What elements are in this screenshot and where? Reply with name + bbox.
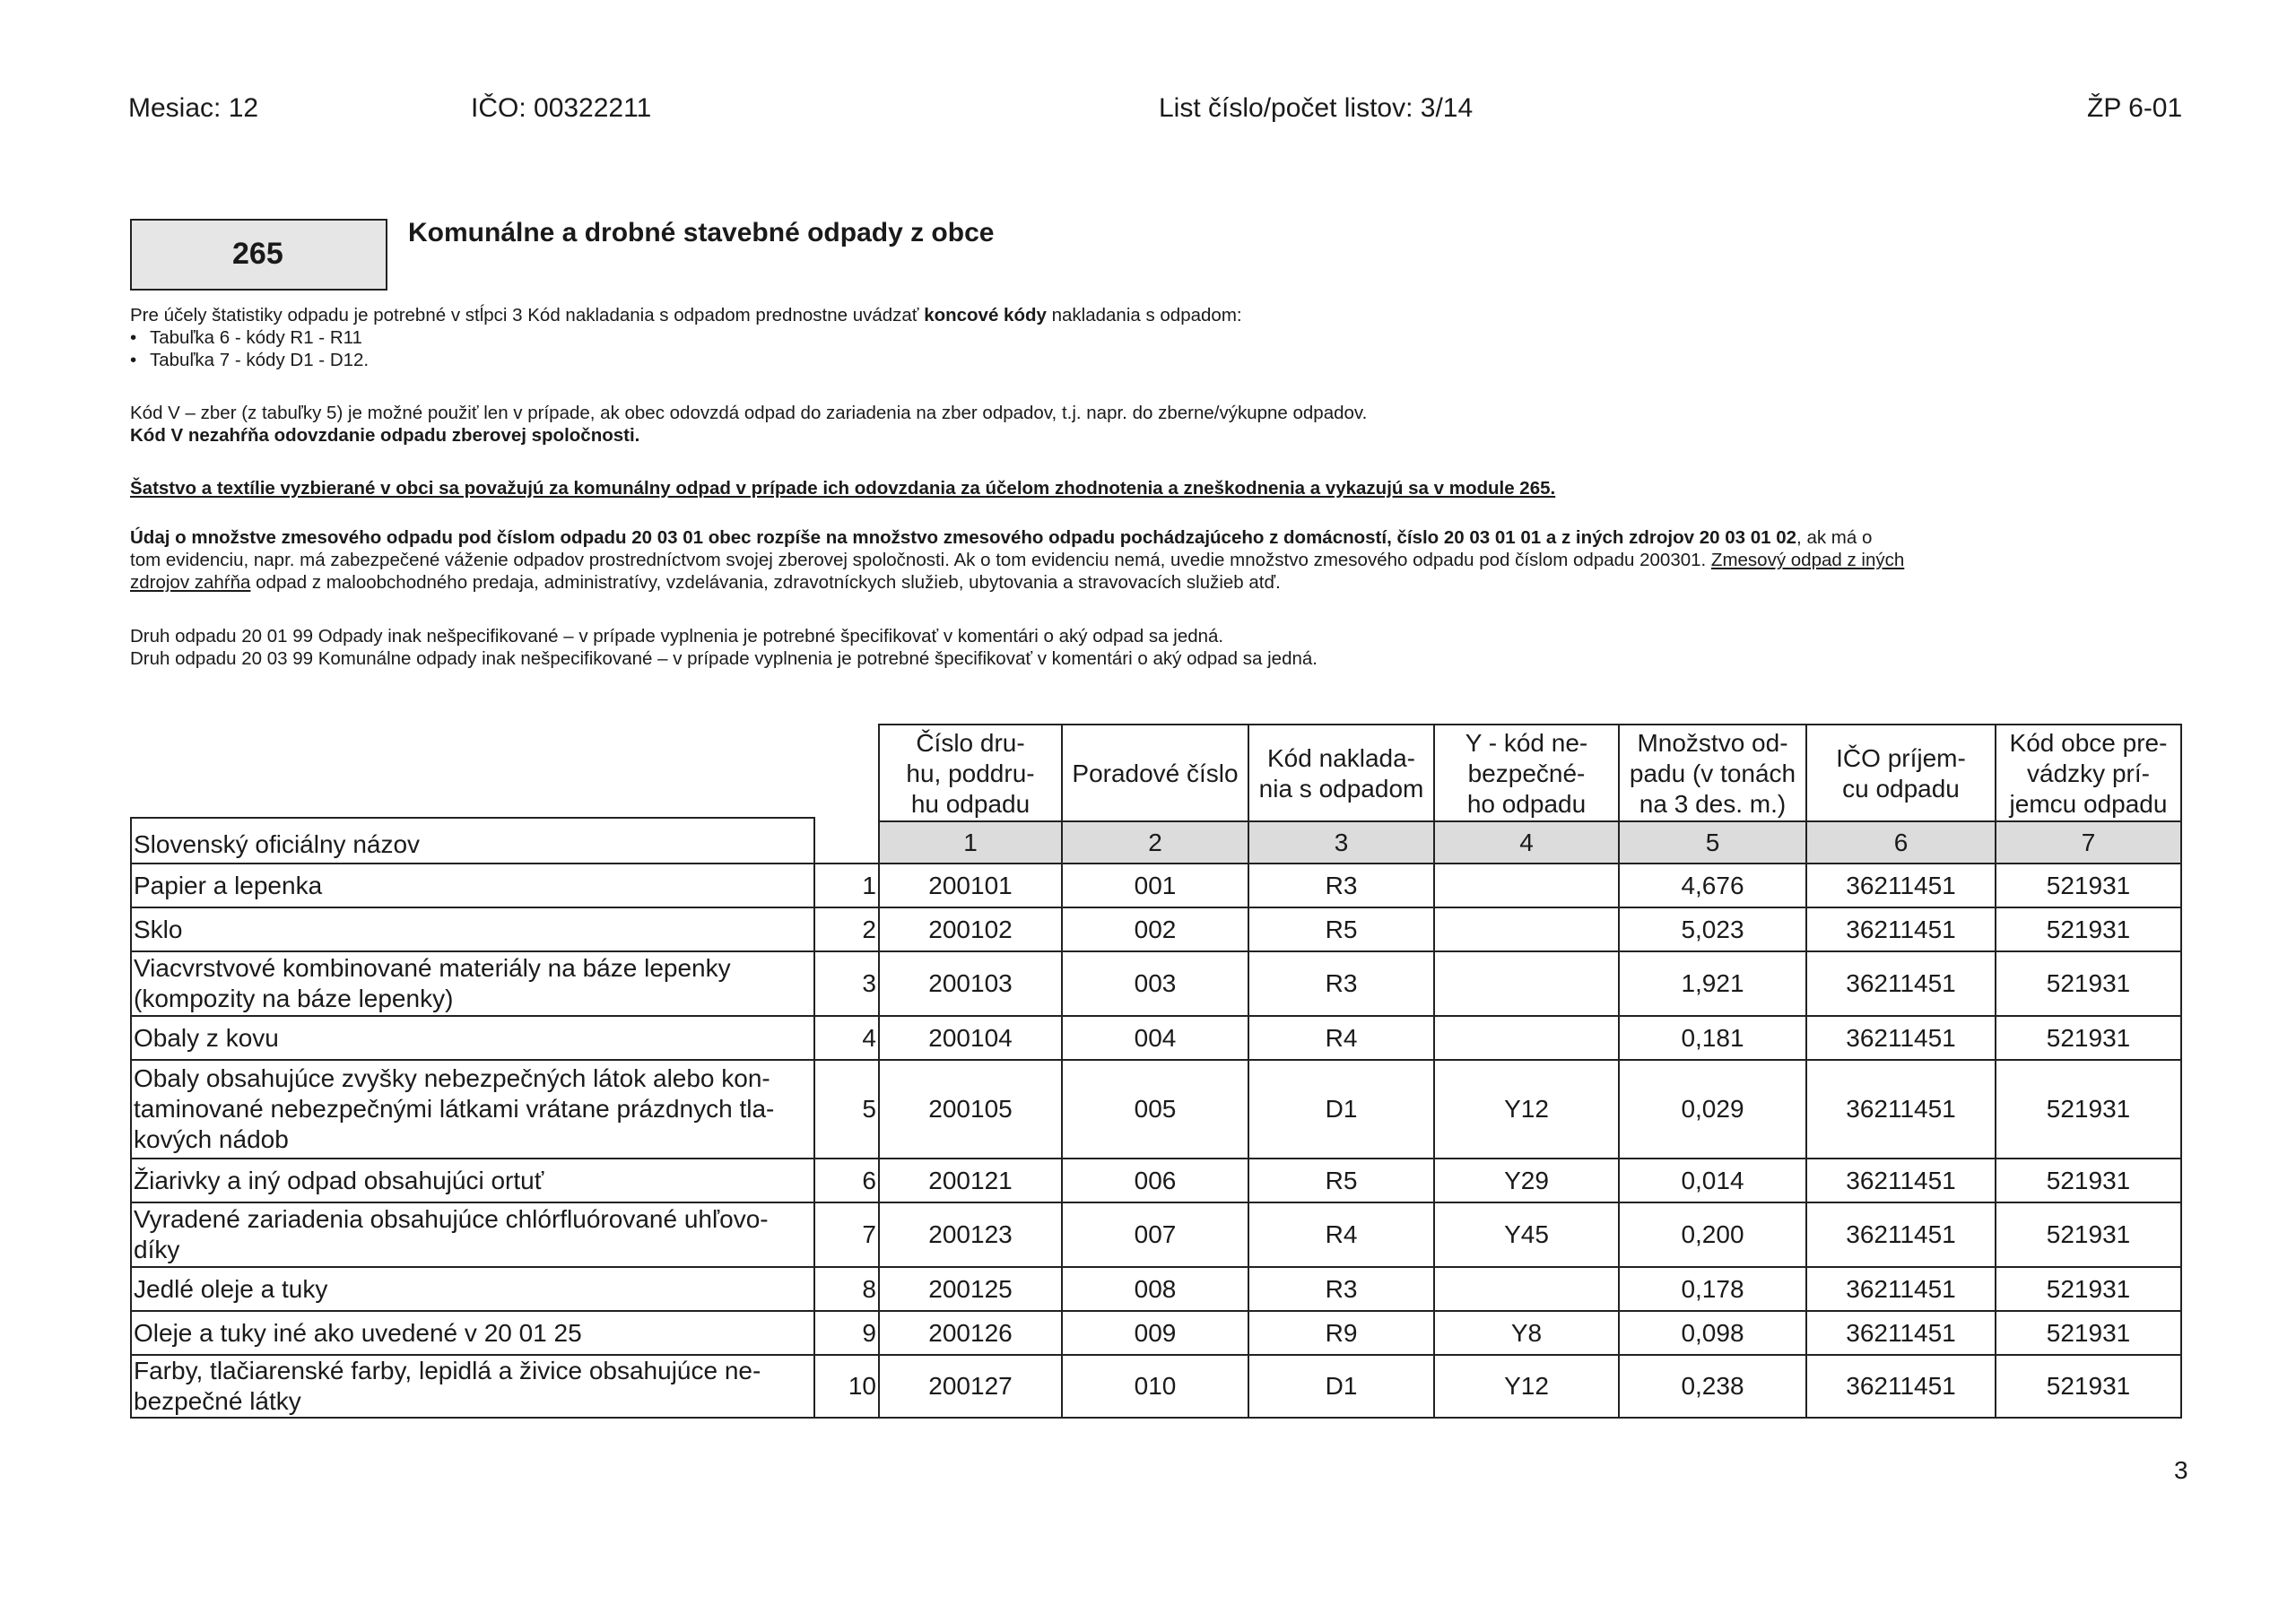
row-4-col-2: 004 xyxy=(1061,1015,1249,1061)
row-7-col-2: 007 xyxy=(1061,1202,1249,1268)
row-1-name: Papier a lepenka xyxy=(130,863,815,908)
row-3-name: Viacvrstvové kombinované materiály na báze lepenky (kompozity na báze lepenky) xyxy=(130,950,815,1017)
row-1-col-2: 001 xyxy=(1061,863,1249,908)
row-9-col-3: R9 xyxy=(1248,1310,1435,1356)
row-10-number: 10 xyxy=(813,1354,880,1419)
row-10-name: Farby, tlačiarenské farby, lepidlá a živice obsahujúce ne- bezpečné látky xyxy=(130,1354,815,1419)
column-header-4: Y - kód ne- bezpečné- ho odpadu xyxy=(1433,724,1620,822)
row-5-name: Obaly obsahujúce zvyšky nebezpečných látok alebo kon- taminované nebezpečnými látkami vrátane prázdnych tla- kových nádob xyxy=(130,1059,815,1159)
page-number: 3 xyxy=(2174,1456,2188,1484)
row-6-col-5: 0,014 xyxy=(1618,1158,1807,1203)
p4-line3-text: odpad z maloobchodného predaja, administratívy, vzdelávania, zdravotníckych služieb, ubytovania a stravovacích služieb atď. xyxy=(250,572,1281,593)
row-10-col-7: 521931 xyxy=(1995,1354,2182,1419)
row-3-col-7: 521931 xyxy=(1995,950,2182,1017)
row-5-col-5: 0,029 xyxy=(1618,1059,1807,1159)
p4-tail: , ak má o xyxy=(1796,527,1873,548)
row-2-col-3: R5 xyxy=(1248,907,1435,952)
row-7-col-4: Y45 xyxy=(1433,1202,1620,1268)
instruction-p4-line2 xyxy=(130,549,1904,571)
row-5-col-7: 521931 xyxy=(1995,1059,2182,1159)
instruction-p6: Druh odpadu 20 03 99 Komunálne odpady inak nešpecifikované – v prípade vyplnenia je potrebné špecifikovať v komentári o aký odpad sa jedná. xyxy=(130,648,1318,669)
row-4-col-1: 200104 xyxy=(878,1015,1063,1061)
row-4-col-4 xyxy=(1433,1015,1620,1061)
row-7-col-7: 521931 xyxy=(1995,1202,2182,1268)
column-number-4: 4 xyxy=(1433,820,1620,864)
column-header-7: Kód obce pre- vádzky prí- jemcu odpadu xyxy=(1995,724,2182,822)
column-number-3: 3 xyxy=(1248,820,1435,864)
row-1-col-7: 521931 xyxy=(1995,863,2182,908)
module-title: Komunálne a drobné stavebné odpady z obce xyxy=(408,218,995,247)
column-header-1: Číslo dru- hu, poddru- hu odpadu xyxy=(878,724,1063,822)
row-8-col-2: 008 xyxy=(1061,1266,1249,1312)
instruction-p4-line1 xyxy=(130,526,1872,549)
row-2-col-7: 521931 xyxy=(1995,907,2182,952)
row-8-col-3: R3 xyxy=(1248,1266,1435,1312)
instruction-bullet-1 xyxy=(130,326,362,349)
row-1-col-1: 200101 xyxy=(878,863,1063,908)
row-2-col-4 xyxy=(1433,907,1620,952)
row-5-col-2: 005 xyxy=(1061,1059,1249,1159)
row-2-col-2: 002 xyxy=(1061,907,1249,952)
column-number-5: 5 xyxy=(1618,820,1807,864)
row-7-col-6: 36211451 xyxy=(1805,1202,1996,1268)
row-8-col-5: 0,178 xyxy=(1618,1266,1807,1312)
row-1-col-4 xyxy=(1433,863,1620,908)
instruction-p4-line3 xyxy=(130,571,1281,594)
row-7-name: Vyradené zariadenia obsahujúce chlórfluórované uhľovo- díky xyxy=(130,1202,815,1268)
row-4-col-6: 36211451 xyxy=(1805,1015,1996,1061)
row-5-col-4: Y12 xyxy=(1433,1059,1620,1159)
column-header-5: Množstvo od- padu (v tonách na 3 des. m.) xyxy=(1618,724,1807,822)
row-6-number: 6 xyxy=(813,1158,880,1203)
instruction-textiles: Šatstvo a textílie vyzbierané v obci sa považujú za komunálny odpad v prípade ich odovzdania za účelom zhodnotenia a zneškodnenia a vykazujú sa v module 265. xyxy=(130,478,1556,499)
row-3-col-4 xyxy=(1433,950,1620,1017)
row-1-col-5: 4,676 xyxy=(1618,863,1807,908)
column-number-6: 6 xyxy=(1805,820,1996,864)
bullet-1-text: Tabuľka 6 - kódy R1 - R11 xyxy=(150,327,362,348)
name-column-header: Slovenský oficiálny názov xyxy=(130,817,815,864)
row-7-number: 7 xyxy=(813,1202,880,1268)
row-1-col-6: 36211451 xyxy=(1805,863,1996,908)
row-6-name: Žiarivky a iný odpad obsahujúci ortuť xyxy=(130,1158,815,1203)
row-2-col-1: 200102 xyxy=(878,907,1063,952)
row-9-col-1: 200126 xyxy=(878,1310,1063,1356)
instruction-p2: Kód V – zber (z tabuľky 5) je možné použiť len v prípade, ak obec odovzdá odpad do zariadenia na zber odpadov, t.j. napr. do zberne/výkupne odpadov. xyxy=(130,403,1368,423)
row-6-col-6: 36211451 xyxy=(1805,1158,1996,1203)
row-9-number: 9 xyxy=(813,1310,880,1356)
row-4-col-7: 521931 xyxy=(1995,1015,2182,1061)
row-8-col-6: 36211451 xyxy=(1805,1266,1996,1312)
row-4-number: 4 xyxy=(813,1015,880,1061)
p4-underline-2: zdrojov zahŕňa xyxy=(130,572,251,593)
instruction-p1 xyxy=(130,304,1242,326)
instruction-p1-prefix: Pre účely štatistiky odpadu je potrebné v stĺpci 3 Kód nakladania s odpadom prednostne uvádzať xyxy=(130,305,925,325)
row-5-number: 5 xyxy=(813,1059,880,1159)
row-8-col-4 xyxy=(1433,1266,1620,1312)
bullet-2-text: Tabuľka 7 - kódy D1 - D12. xyxy=(150,350,370,370)
row-10-col-5: 0,238 xyxy=(1618,1354,1807,1419)
row-9-name: Oleje a tuky iné ako uvedené v 20 01 25 xyxy=(130,1310,815,1356)
row-1-number: 1 xyxy=(813,863,880,908)
row-4-name: Obaly z kovu xyxy=(130,1015,815,1061)
row-6-col-7: 521931 xyxy=(1995,1158,2182,1203)
row-7-col-3: R4 xyxy=(1248,1202,1435,1268)
row-10-col-2: 010 xyxy=(1061,1354,1249,1419)
row-9-col-7: 521931 xyxy=(1995,1310,2182,1356)
row-6-col-4: Y29 xyxy=(1433,1158,1620,1203)
row-10-col-1: 200127 xyxy=(878,1354,1063,1419)
row-3-number: 3 xyxy=(813,950,880,1017)
instruction-p1-suffix: nakladania s odpadom: xyxy=(1046,305,1242,325)
p4-line2-text: tom evidenciu, napr. má zabezpečené váženie odpadov prostredníctvom svojej zberovej spoločnosti. Ak o tom evidenciu nemá, uvedie množstvo zmesového odpadu pod číslom odpadu 200301. xyxy=(130,550,1711,570)
row-9-col-5: 0,098 xyxy=(1618,1310,1807,1356)
row-4-col-5: 0,181 xyxy=(1618,1015,1807,1061)
module-number: 265 xyxy=(232,237,283,271)
row-2-number: 2 xyxy=(813,907,880,952)
row-7-col-5: 0,200 xyxy=(1618,1202,1807,1268)
row-10-col-3: D1 xyxy=(1248,1354,1435,1419)
row-9-col-6: 36211451 xyxy=(1805,1310,1996,1356)
p4-bold: Údaj o množstve zmesového odpadu pod číslom odpadu 20 03 01 obec rozpíše na množstvo zmesového odpadu pochádzajúceho z domácností, číslo 20 03 01 01 a z iných zdrojov 20 03 01 02 xyxy=(130,527,1797,548)
instruction-bullet-2 xyxy=(130,349,369,371)
row-3-col-2: 003 xyxy=(1061,950,1249,1017)
month-label: Mesiac: 12 xyxy=(128,93,259,123)
row-2-col-5: 5,023 xyxy=(1618,907,1807,952)
row-8-col-7: 521931 xyxy=(1995,1266,2182,1312)
row-3-col-5: 1,921 xyxy=(1618,950,1807,1017)
column-number-2: 2 xyxy=(1061,820,1249,864)
row-3-col-1: 200103 xyxy=(878,950,1063,1017)
row-4-col-3: R4 xyxy=(1248,1015,1435,1061)
column-header-3: Kód naklada- nia s odpadom xyxy=(1248,724,1435,822)
row-9-col-2: 009 xyxy=(1061,1310,1249,1356)
row-2-col-6: 36211451 xyxy=(1805,907,1996,952)
column-number-1: 1 xyxy=(878,820,1063,864)
row-8-number: 8 xyxy=(813,1266,880,1312)
row-6-col-2: 006 xyxy=(1061,1158,1249,1203)
row-9-col-4: Y8 xyxy=(1433,1310,1620,1356)
row-8-name: Jedlé oleje a tuky xyxy=(130,1266,815,1312)
row-3-col-6: 36211451 xyxy=(1805,950,1996,1017)
row-10-col-4: Y12 xyxy=(1433,1354,1620,1419)
instruction-p5: Druh odpadu 20 01 99 Odpady inak nešpecifikované – v prípade vyplnenia je potrebné špecifikovať v komentári o aký odpad sa jedná. xyxy=(130,626,1224,647)
row-8-col-1: 200125 xyxy=(878,1266,1063,1312)
column-header-6: IČO príjem- cu odpadu xyxy=(1805,724,1996,822)
row-5-col-1: 200105 xyxy=(878,1059,1063,1159)
row-6-col-3: R5 xyxy=(1248,1158,1435,1203)
column-header-2: Poradové číslo xyxy=(1061,724,1249,822)
column-number-7: 7 xyxy=(1995,820,2182,864)
row-6-col-1: 200121 xyxy=(878,1158,1063,1203)
form-code: ŽP 6-01 xyxy=(2087,93,2183,123)
row-2-name: Sklo xyxy=(130,907,815,952)
instruction-p2-bold: Kód V nezahŕňa odovzdanie odpadu zberovej spoločnosti. xyxy=(130,425,640,446)
row-10-col-6: 36211451 xyxy=(1805,1354,1996,1419)
row-3-col-3: R3 xyxy=(1248,950,1435,1017)
row-7-col-1: 200123 xyxy=(878,1202,1063,1268)
ico-label: IČO: 00322211 xyxy=(471,93,652,123)
p4-underline-1: Zmesový odpad z iných xyxy=(1710,550,1905,570)
row-5-col-3: D1 xyxy=(1248,1059,1435,1159)
row-5-col-6: 36211451 xyxy=(1805,1059,1996,1159)
sheet-label: List číslo/počet listov: 3/14 xyxy=(1159,93,1474,123)
instruction-p1-bold: koncové kódy xyxy=(924,305,1047,325)
module-number-box xyxy=(130,219,387,291)
row-1-col-3: R3 xyxy=(1248,863,1435,908)
